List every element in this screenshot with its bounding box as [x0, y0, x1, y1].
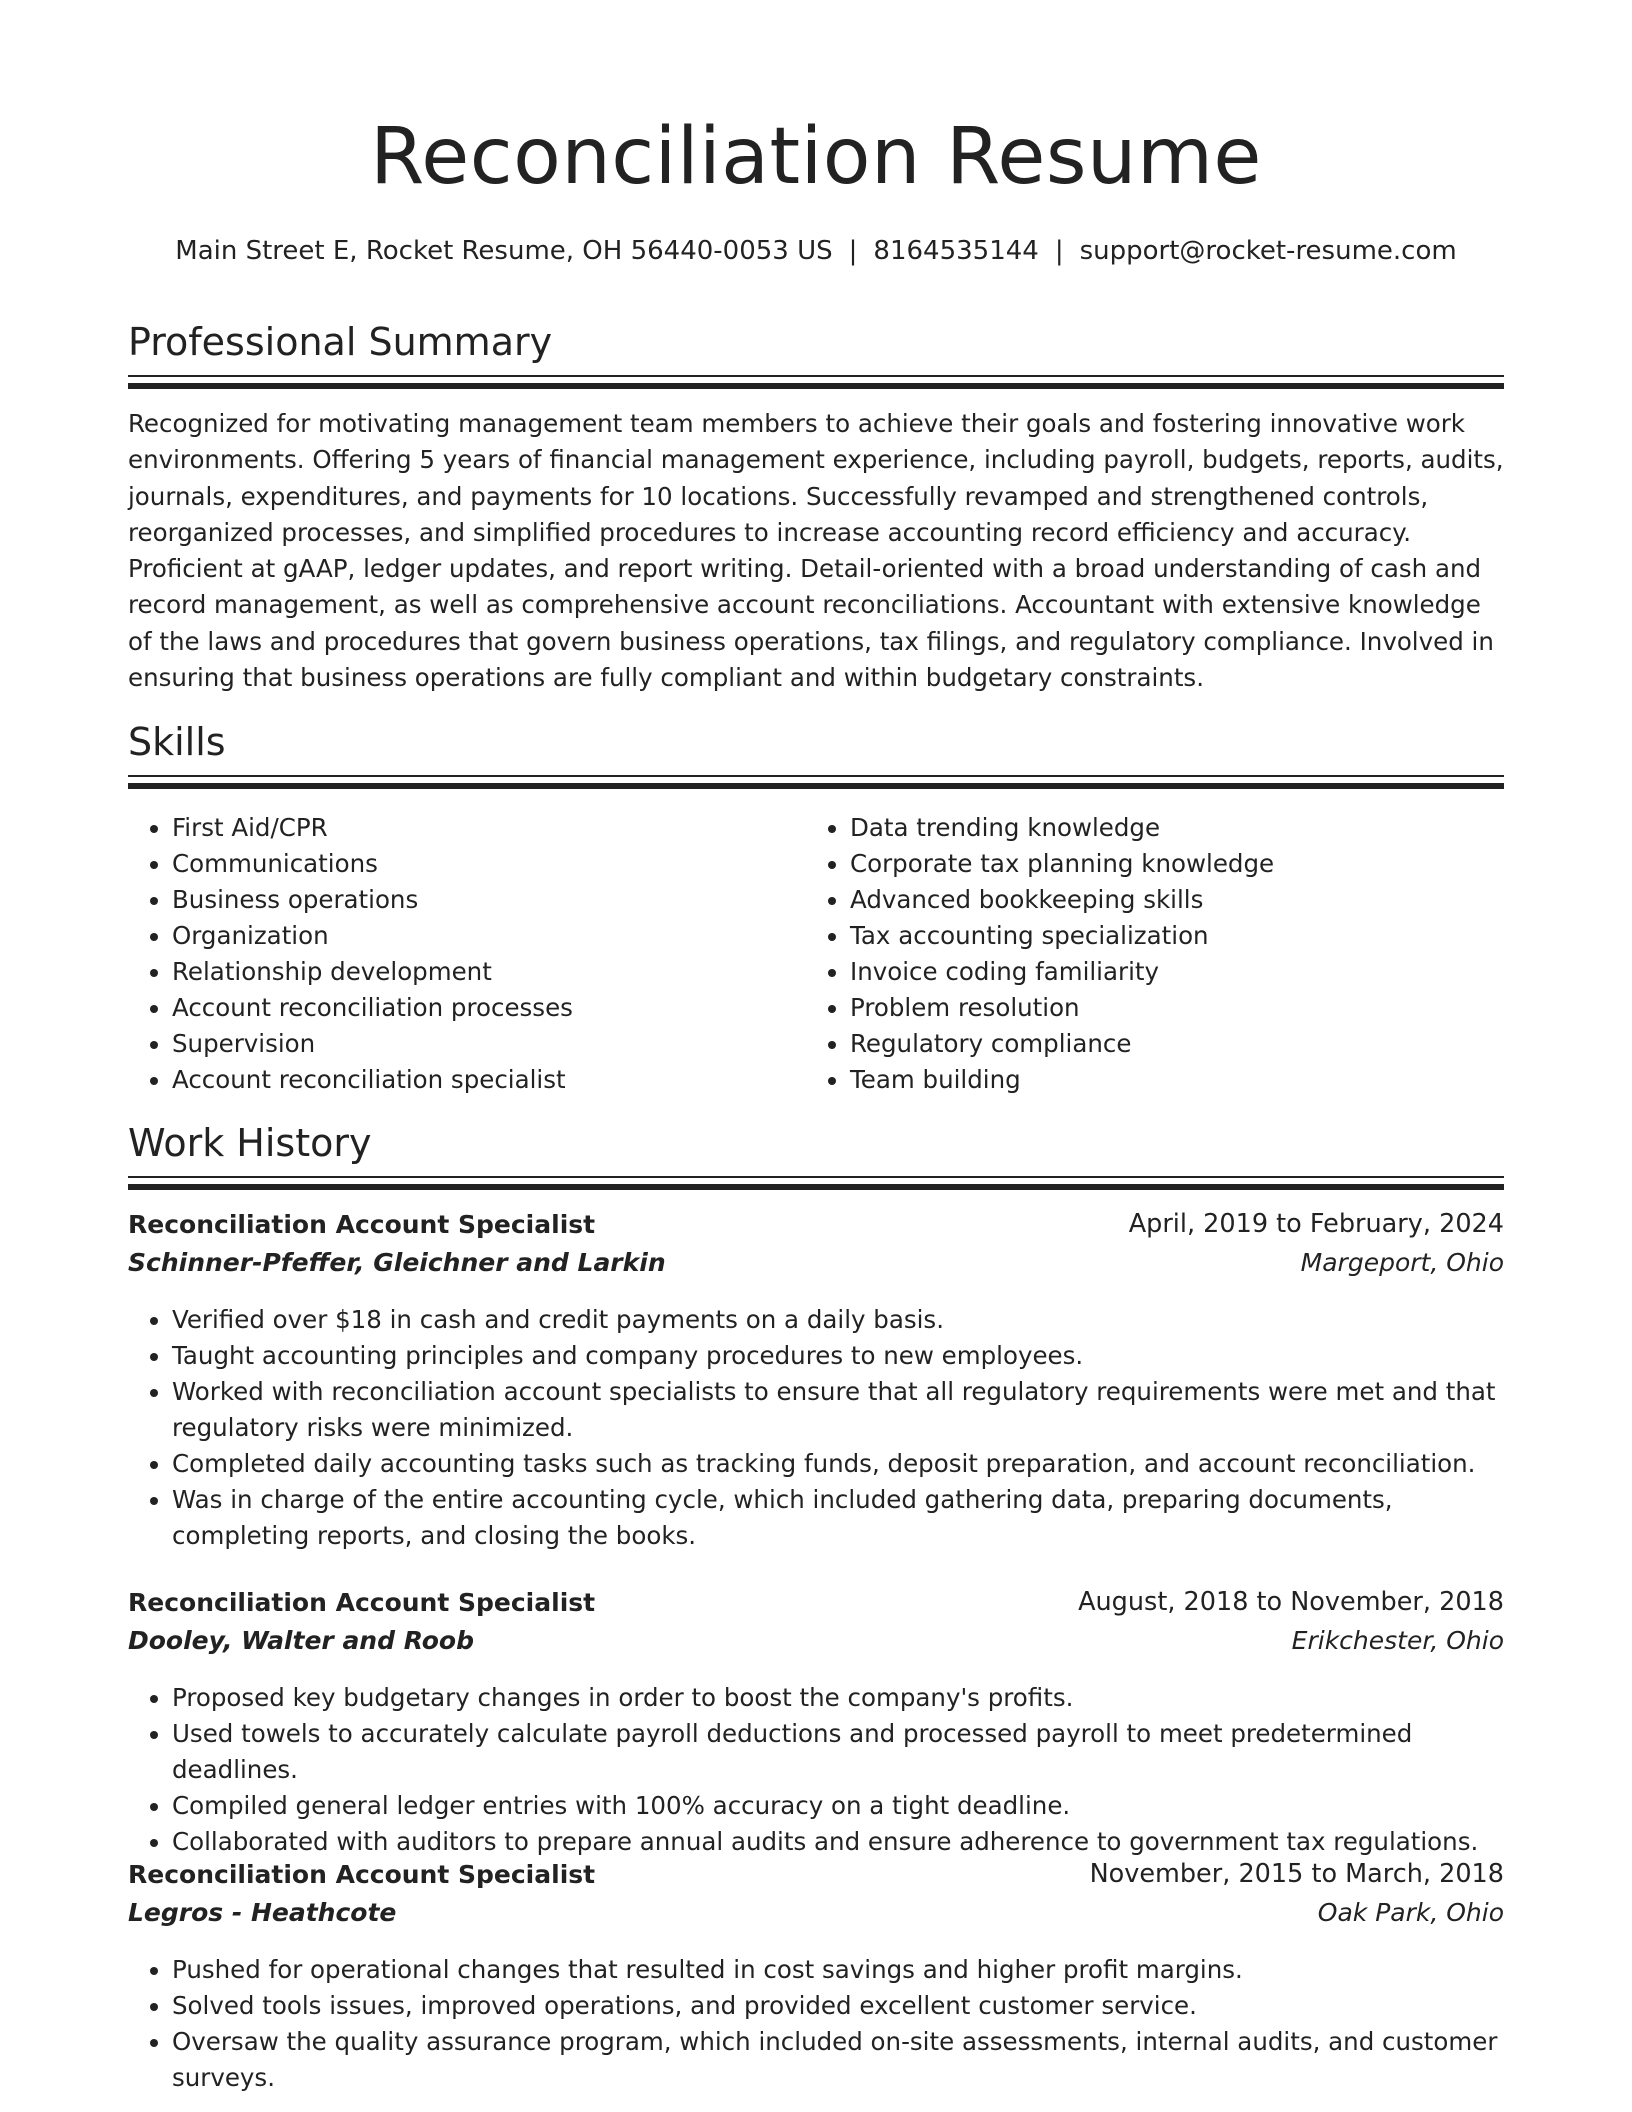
resume-name: Reconciliation Resume	[370, 112, 1262, 202]
contact-separator: |	[848, 236, 858, 266]
job-bullet: • Was in charge of the entire accounting cycle, which included gathering data, preparing documents, completing reports, and closing the books.	[172, 1482, 1504, 1554]
skill-item: • Corporate tax planning knowledge	[850, 846, 1274, 882]
skills-column-2	[806, 810, 1274, 1098]
job-company: Schinner-Pfeffer, Gleichner and Larkin	[128, 1248, 666, 1277]
job-bullet: • Verified over $18 in cash and credit payments on a daily basis.	[172, 1302, 1504, 1338]
section-divider	[128, 375, 1504, 389]
job-dates: November, 2015 to March, 2018	[1089, 1859, 1504, 1889]
job-dates: August, 2018 to November, 2018	[1078, 1587, 1504, 1617]
skill-item: • Advanced bookkeeping skills	[850, 882, 1274, 918]
job-bullet: • Used towels to accurately calculate payroll deductions and processed payroll to meet predetermined deadlines.	[172, 1716, 1504, 1788]
skill-item: • Account reconciliation specialist	[172, 1062, 573, 1098]
skill-item: • Tax accounting specialization	[850, 918, 1274, 954]
skill-item: • Regulatory compliance	[850, 1026, 1274, 1062]
job-bullet: • Proposed key budgetary changes in order to boost the company's profits.	[172, 1680, 1504, 1716]
job-location: Margeport, Ohio	[1300, 1248, 1504, 1277]
job-bullet: • Worked with reconciliation account specialists to ensure that all regulatory requirements were met and that regulatory risks were minimized.	[172, 1374, 1504, 1446]
job-location: Oak Park, Ohio	[1317, 1898, 1504, 1927]
skill-item: • Communications	[172, 846, 573, 882]
skills-column-1	[128, 810, 573, 1098]
skill-item: • Business operations	[172, 882, 573, 918]
job-bullet: • Compiled general ledger entries with 100% accuracy on a tight deadline.	[172, 1788, 1504, 1824]
section-heading-skills: Skills	[128, 720, 226, 764]
job-bullets	[128, 1302, 1504, 1554]
job-location: Erikchester, Ohio	[1291, 1626, 1504, 1655]
job-bullets	[128, 1680, 1504, 1860]
skill-item: • Data trending knowledge	[850, 810, 1274, 846]
summary-text: Recognized for motivating management team members to achieve their goals and fostering innovative work environments. Offering 5 years of financial management experience, including payroll, budgets, reports, audits, journals, expenditures, and payments for 10 locations. Successfully revamped and strengthened controls, reorganized processes, and simplified procedures to increase accounting record efficiency and accuracy. Proficient at gAAP, ledger updates, and report writing. Detail-oriented with a broad understanding of cash and record management, as well as comprehensive account reconciliations. Accountant with extensive knowledge of the laws and procedures that govern business operations, tax filings, and regulatory compliance. Involved in ensuring that business operations are fully compliant and within budgetary constraints.	[128, 409, 1504, 693]
job-title: Reconciliation Account Specialist	[128, 1860, 596, 1889]
job-bullet: • Solved tools issues, improved operations, and provided excellent customer service.	[172, 1988, 1504, 2024]
skill-item: • Account reconciliation processes	[172, 990, 573, 1026]
section-divider	[128, 775, 1504, 789]
skill-item: • Invoice coding familiarity	[850, 954, 1274, 990]
skill-item: • Problem resolution	[850, 990, 1274, 1026]
section-heading-work-history: Work History	[128, 1121, 372, 1165]
job-bullets	[128, 1952, 1504, 2096]
skill-item: • Supervision	[172, 1026, 573, 1062]
job-title: Reconciliation Account Specialist	[128, 1210, 596, 1239]
skill-item: • First Aid/CPR	[172, 810, 573, 846]
contact-email[interactable]: support@rocket-resume.com	[1079, 236, 1457, 266]
contact-phone: 8164535144	[873, 236, 1039, 266]
contact-separator: |	[1054, 236, 1064, 266]
skill-item: • Team building	[850, 1062, 1274, 1098]
section-divider	[128, 1176, 1504, 1190]
job-bullet: • Completed daily accounting tasks such as tracking funds, deposit preparation, and account reconciliation.	[172, 1446, 1504, 1482]
contact-line	[128, 238, 1504, 264]
section-heading-summary: Professional Summary	[128, 320, 553, 364]
job-title: Reconciliation Account Specialist	[128, 1588, 596, 1617]
job-company: Legros - Heathcote	[128, 1898, 397, 1927]
job-dates: April, 2019 to February, 2024	[1128, 1209, 1504, 1239]
job-bullet: • Oversaw the quality assurance program, which included on-site assessments, internal audits, and customer surveys.	[172, 2024, 1504, 2096]
contact-address: Main Street E, Rocket Resume, OH 56440-0053 US	[175, 236, 833, 266]
job-company: Dooley, Walter and Roob	[128, 1626, 474, 1655]
job-bullet: • Taught accounting principles and company procedures to new employees.	[172, 1338, 1504, 1374]
skill-item: • Relationship development	[172, 954, 573, 990]
job-bullet: • Pushed for operational changes that resulted in cost savings and higher profit margins.	[172, 1952, 1504, 1988]
skill-item: • Organization	[172, 918, 573, 954]
job-bullet: • Collaborated with auditors to prepare annual audits and ensure adherence to government tax regulations.	[172, 1824, 1504, 1860]
